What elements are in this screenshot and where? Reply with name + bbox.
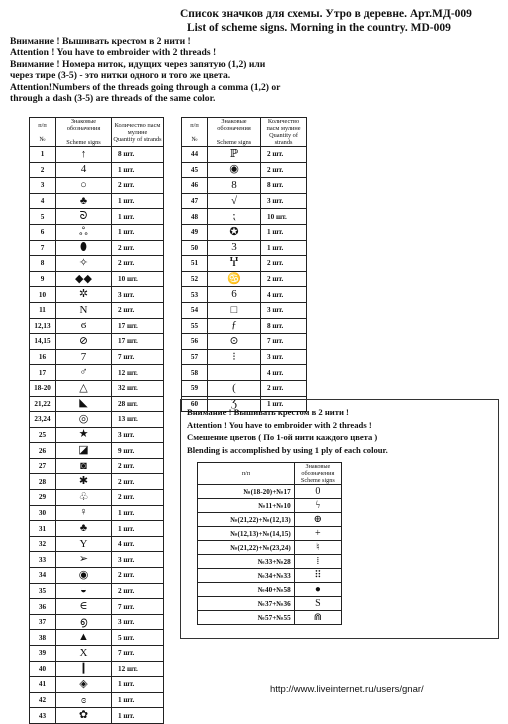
col-num: п/п [198,463,295,485]
table-row [30,505,164,521]
strand-quantity: 1 шт. [112,505,164,521]
row-number: 56 [182,334,208,350]
table-row [182,380,307,396]
note-line: Attention ! You have to embroider with 2 threads ! [187,419,372,430]
title-ru: Список значков для схемы. Утро в деревне. Арт.МД-009 [180,8,472,20]
blend-sign-icon: ♮ [294,541,341,555]
table-row [198,541,342,555]
table-row [198,569,342,583]
strand-quantity: 13 шт. [112,412,164,428]
table-row [182,162,307,178]
table-row [198,485,342,499]
scheme-sign-icon: Y [56,536,112,552]
scheme-sign-icon: ƒ [208,318,261,334]
scheme-sign-icon: △ [56,380,112,396]
row-number: 7 [30,240,56,256]
scheme-sign-icon: ⊘ [56,334,112,350]
scheme-sign-icon: □ [208,302,261,318]
strand-quantity: 1 шт. [112,162,164,178]
table-row [30,256,164,272]
row-number: 5 [30,209,56,225]
table-row [198,513,342,527]
row-number: 54 [182,302,208,318]
row-number: 31 [30,521,56,537]
note-line: Внимание ! Вышивать крестом в 2 нити ! [187,407,349,417]
title-en: List of scheme signs. Morning in the country. MD-009 [187,22,451,34]
blending-notes [187,406,388,456]
row-number: 30 [30,505,56,521]
table-row [30,334,164,350]
table-row [30,708,164,724]
blend-combination: №57+№55 [198,611,295,625]
row-number: 41 [30,677,56,693]
table-row [30,271,164,287]
signs-table-right [181,117,307,412]
table-row [30,209,164,225]
row-number: 42 [30,692,56,708]
strand-quantity: 2 шт. [112,568,164,584]
scheme-sign-icon: ◈ [56,677,112,693]
blend-sign-icon: ⠿ [294,569,341,583]
scheme-sign-icon: ◒ [56,583,112,599]
scheme-sign-icon: ➢ [56,552,112,568]
strand-quantity: 2 шт. [112,458,164,474]
scheme-sign-icon: ◣ [56,396,112,412]
note-line: through a dash (3-5) are threads of the same color. [10,93,216,105]
note-line: Attention ! You have to embroider with 2 threads ! [10,47,217,59]
row-number: 55 [182,318,208,334]
table-row [30,427,164,443]
scheme-sign-icon: ♂ [56,365,112,381]
scheme-sign-icon: 7 [56,349,112,365]
blending-box [180,399,499,639]
row-number: 11 [30,302,56,318]
row-number: 23,24 [30,412,56,428]
table-row [30,396,164,412]
table-row [30,302,164,318]
scheme-sign-icon: ✱ [56,474,112,490]
strand-quantity: 3 шт. [261,302,307,318]
strand-quantity: 10 шт. [112,271,164,287]
table-row [182,178,307,194]
blend-sign-icon: ⁞ [294,555,341,569]
source-url: http://www.liveinternet.ru/users/gnar/ [270,684,424,695]
row-number: 43 [30,708,56,724]
scheme-sign-icon: ✿ [56,708,112,724]
note-line: Внимание ! Вышивать крестом в 2 нити ! [10,36,191,47]
row-number: 35 [30,583,56,599]
scheme-sign-icon: 4 [56,162,112,178]
row-number: 38 [30,630,56,646]
row-number: 2 [30,162,56,178]
table-row [30,568,164,584]
table-row [30,412,164,428]
table-row [182,318,307,334]
row-number: 58 [182,365,208,381]
strand-quantity: 28 шт. [112,396,164,412]
scheme-sign-icon: ♣ [56,521,112,537]
scheme-sign-icon: ⬮ [56,240,112,256]
table-row [30,583,164,599]
scheme-sign-icon: ○ [56,178,112,194]
scheme-sign-icon: Ʒ [208,396,261,412]
scheme-sign-icon: ⊙ [208,334,261,350]
scheme-sign-icon: ♣ [56,193,112,209]
scheme-sign-icon: ♀ [56,505,112,521]
scheme-sign-icon: 8 [208,178,261,194]
scheme-sign-icon: ↑ [56,147,112,163]
row-number: 39 [30,646,56,662]
table-row [198,597,342,611]
table-row [182,193,307,209]
table-row [30,599,164,615]
table-row [30,224,164,240]
blend-combination: №(21,22)+№(12,13) [198,513,295,527]
strand-quantity: 9 шт. [112,443,164,459]
table-row [30,692,164,708]
row-number: 8 [30,256,56,272]
table-row [30,490,164,506]
strand-quantity: 2 шт. [112,490,164,506]
strand-quantity: 1 шт. [112,677,164,693]
note-line: Смешение цветов ( По 1-ой нити каждого цвета ) [187,432,378,442]
table-row [30,630,164,646]
strand-quantity: 4 шт. [261,287,307,303]
scheme-sign-icon: ∈ [56,599,112,615]
col-num: п/п № [30,118,56,147]
scheme-sign-icon: ( [208,380,261,396]
col-qty: Количество пасм мулине Quantity of strands [261,118,307,147]
scheme-sign-icon: ◎ [56,412,112,428]
row-number: 21,22 [30,396,56,412]
col-qty: Количество пасм мулине Quantity of strands [112,118,164,147]
strand-quantity: 1 шт. [261,240,307,256]
strand-quantity: 3 шт. [261,193,307,209]
row-number: 28 [30,474,56,490]
strand-quantity: 2 шт. [112,474,164,490]
scheme-sign-icon [208,365,261,381]
table-row [182,224,307,240]
scheme-sign-icon: ♋ [208,271,261,287]
row-number: 14,15 [30,334,56,350]
scheme-sign-icon: ◆◆ [56,271,112,287]
col-num: п/п № [182,118,208,147]
strand-quantity: 1 шт. [261,224,307,240]
scheme-sign-icon: ✧ [56,256,112,272]
strand-quantity: 7 шт. [112,349,164,365]
strand-quantity: 7 шт. [261,334,307,350]
blend-combination: №34+№33 [198,569,295,583]
table-row [182,209,307,225]
table-row [182,349,307,365]
strand-quantity: 1 шт. [261,396,307,412]
strand-quantity: 8 шт. [261,318,307,334]
scheme-sign-icon: ◙ [56,458,112,474]
strand-quantity: 8 шт. [112,147,164,163]
strand-quantity: 3 шт. [112,287,164,303]
table-row [30,646,164,662]
row-number: 52 [182,271,208,287]
table-row [30,365,164,381]
note-line: через тире (3-5) - это нитки одного и того же цвета. [10,70,231,82]
table-row [30,349,164,365]
row-number: 16 [30,349,56,365]
table-row [30,661,164,677]
strand-quantity: 7 шт. [112,599,164,615]
row-number: 40 [30,661,56,677]
strand-quantity: 1 шт. [112,224,164,240]
scheme-sign-icon: ⁝ [208,349,261,365]
strand-quantity: 10 шт. [261,209,307,225]
row-number: 47 [182,193,208,209]
table-row [182,334,307,350]
strand-quantity: 5 шт. [112,630,164,646]
row-number: 36 [30,599,56,615]
row-number: 49 [182,224,208,240]
table-row [182,256,307,272]
table-row [30,178,164,194]
col-sign: Знаковые обозначения Scheme signs [294,463,341,485]
blend-combination: №37+№36 [198,597,295,611]
strand-quantity: 2 шт. [261,256,307,272]
blend-sign-icon: ● [294,583,341,597]
table-row [30,536,164,552]
scheme-sign-icon: ஃ [56,224,112,240]
strand-quantity: 2 шт. [112,256,164,272]
strand-quantity: 3 шт. [261,349,307,365]
row-number: 48 [182,209,208,225]
scheme-sign-icon: 3 [208,240,261,256]
table-row [182,287,307,303]
strand-quantity: 1 шт. [112,708,164,724]
table-row [30,521,164,537]
table-row [182,302,307,318]
strand-quantity: 2 шт. [261,271,307,287]
strand-quantity: 32 шт. [112,380,164,396]
scheme-sign-icon: ᘐ [56,209,112,225]
row-number: 6 [30,224,56,240]
table-row [30,614,164,630]
strand-quantity: 1 шт. [112,692,164,708]
table-row [182,240,307,256]
strand-quantity: 17 шт. [112,318,164,334]
blend-combination: №(18-20)+№17 [198,485,295,499]
note-line: Attention!Numbers of the threads going through a comma (1,2) or [10,81,281,93]
row-number: 17 [30,365,56,381]
strand-quantity: 2 шт. [261,147,307,163]
table-row [182,147,307,163]
row-number: 32 [30,536,56,552]
strand-quantity: 4 шт. [261,365,307,381]
row-number: 29 [30,490,56,506]
strand-quantity: 17 шт. [112,334,164,350]
row-number: 57 [182,349,208,365]
blend-sign-icon: 0 [294,485,341,499]
table-row [198,583,342,597]
strand-quantity: 1 шт. [112,521,164,537]
row-number: 27 [30,458,56,474]
strand-quantity: 3 шт. [112,552,164,568]
strand-quantity: 12 шт. [112,365,164,381]
scheme-sign-icon: N [56,302,112,318]
row-number: 12,13 [30,318,56,334]
blend-combination: №11+№10 [198,499,295,513]
strand-quantity: 2 шт. [261,162,307,178]
table-row [30,474,164,490]
blend-combination: №(21,22)+№(23,24) [198,541,295,555]
row-number: 60 [182,396,208,412]
table-row [198,555,342,569]
row-number: 51 [182,256,208,272]
strand-quantity: 2 шт. [261,380,307,396]
table-row [30,458,164,474]
table-row [30,677,164,693]
blending-table [197,462,342,625]
blend-sign-icon: ϟ [294,499,341,513]
instructions [10,36,280,104]
row-number: 59 [182,380,208,396]
row-number: 37 [30,614,56,630]
col-sign: Знаковые обозначения Scheme signs [56,118,112,147]
scheme-sign-icon: √ [208,193,261,209]
table-row [182,365,307,381]
scheme-sign-icon: ★ [56,427,112,443]
scheme-sign-icon: ◉ [208,162,261,178]
strand-quantity: 3 шт. [112,427,164,443]
blend-sign-icon: ⋒ [294,611,341,625]
strand-quantity: 2 шт. [112,178,164,194]
row-number: 4 [30,193,56,209]
strand-quantity: 2 шт. [112,240,164,256]
strand-quantity: 8 шт. [261,178,307,194]
strand-quantity: 1 шт. [112,193,164,209]
row-number: 46 [182,178,208,194]
scheme-sign-icon: ♧ [56,490,112,506]
scheme-sign-icon: ◉ [56,568,112,584]
row-number: 34 [30,568,56,584]
table-row [30,193,164,209]
table-row [30,443,164,459]
row-number: 45 [182,162,208,178]
table-row [182,271,307,287]
scheme-sign-icon: ◪ [56,443,112,459]
signs-table-left [29,117,164,724]
scheme-sign-icon: Ⴤ [208,256,261,272]
blend-combination: №40+№58 [198,583,295,597]
row-number: 9 [30,271,56,287]
strand-quantity: 3 шт. [112,614,164,630]
table-row [30,147,164,163]
table-row [30,380,164,396]
scheme-sign-icon: 6 [208,287,261,303]
table-row [198,499,342,513]
blend-combination: №33+№28 [198,555,295,569]
scheme-sign-icon: ✲ [56,287,112,303]
row-number: 26 [30,443,56,459]
row-number: 33 [30,552,56,568]
scheme-sign-icon: ▲ [56,630,112,646]
col-sign: Знаковые обозначения Scheme signs [208,118,261,147]
note-line: Внимание ! Номера ниток, идущих через запятую (1,2) или [10,58,266,70]
scheme-sign-icon: ✪ [208,224,261,240]
blend-sign-icon: ⊕ [294,513,341,527]
blend-sign-icon: + [294,527,341,541]
note-line: Blending is accomplished by using 1 ply of each colour. [187,444,388,455]
table-row [30,162,164,178]
blend-combination: №(12,13)+№(14,15) [198,527,295,541]
row-number: 50 [182,240,208,256]
table-row [198,611,342,625]
table-row [30,287,164,303]
table-row [198,527,342,541]
row-number: 1 [30,147,56,163]
blend-sign-icon: S [294,597,341,611]
scheme-sign-icon: ϭ [56,318,112,334]
scheme-sign-icon: ɞ [56,692,112,708]
table-row [30,318,164,334]
row-number: 10 [30,287,56,303]
scheme-sign-icon: X [56,646,112,662]
strand-quantity: 4 шт. [112,536,164,552]
scheme-sign-icon: ℙ [208,147,261,163]
strand-quantity: 12 шт. [112,661,164,677]
strand-quantity: 7 шт. [112,646,164,662]
row-number: 3 [30,178,56,194]
scheme-sign-icon: ❙ [56,661,112,677]
scheme-sign-icon: ⁏ [208,209,261,225]
row-number: 25 [30,427,56,443]
strand-quantity: 1 шт. [112,209,164,225]
table-row [30,240,164,256]
row-number: 18-20 [30,380,56,396]
strand-quantity: 2 шт. [112,583,164,599]
table-row [30,552,164,568]
row-number: 44 [182,147,208,163]
scheme-sign-icon: ൭ [56,614,112,630]
row-number: 53 [182,287,208,303]
strand-quantity: 2 шт. [112,302,164,318]
